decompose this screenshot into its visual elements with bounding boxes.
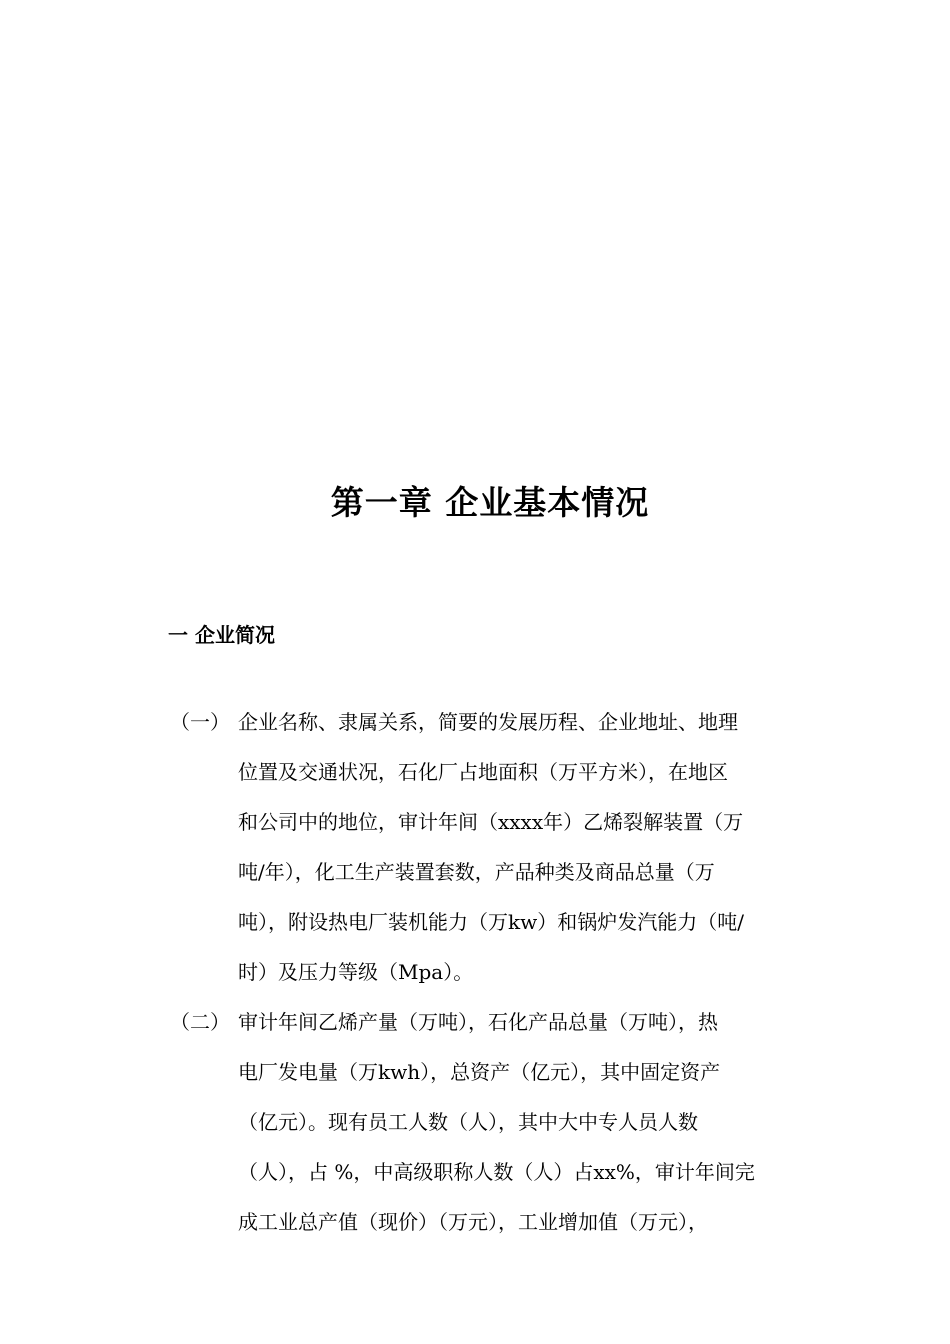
item-marker: （一） — [170, 710, 230, 734]
chapter-title: 第一章 企业基本情况 — [330, 483, 650, 522]
item-body — [238, 997, 815, 1247]
item-line: 吨），附设热电厂装机能力（万kw）和锅炉发汽能力（吨/ — [238, 910, 744, 934]
section-heading: 一 企业简况 — [168, 623, 275, 647]
list-item — [170, 697, 815, 997]
item-line: 位置及交通状况，石化厂占地面积（万平方米），在地区 — [238, 760, 728, 784]
item-marker: （二） — [170, 1010, 230, 1034]
item-line: 吨/年），化工生产装置套数，产品种类及商品总量（万 — [238, 860, 715, 884]
item-line: 电厂发电量（万kwh），总资产（亿元），其中固定资产 — [238, 1060, 721, 1084]
item-line: 成工业总产值（现价）（万元），工业增加值（万元）， — [238, 1210, 708, 1234]
list-item — [170, 997, 815, 1247]
item-line: （亿元）。现有员工人数（人），其中大中专人员人数 — [238, 1110, 698, 1134]
item-line: 企业名称、隶属关系，简要的发展历程、企业地址、地理 — [238, 710, 738, 734]
item-body — [238, 697, 815, 997]
item-line: 和公司中的地位，审计年间（xxxx年）乙烯裂解装置（万 — [238, 810, 744, 834]
item-line: （人），占 %，中高级职称人数（人）占xx%，审计年间完 — [238, 1160, 755, 1184]
item-line: 时）及压力等级（Mpa）。 — [238, 960, 474, 984]
item-line: 审计年间乙烯产量（万吨），石化产品总量（万吨），热 — [238, 1010, 718, 1034]
